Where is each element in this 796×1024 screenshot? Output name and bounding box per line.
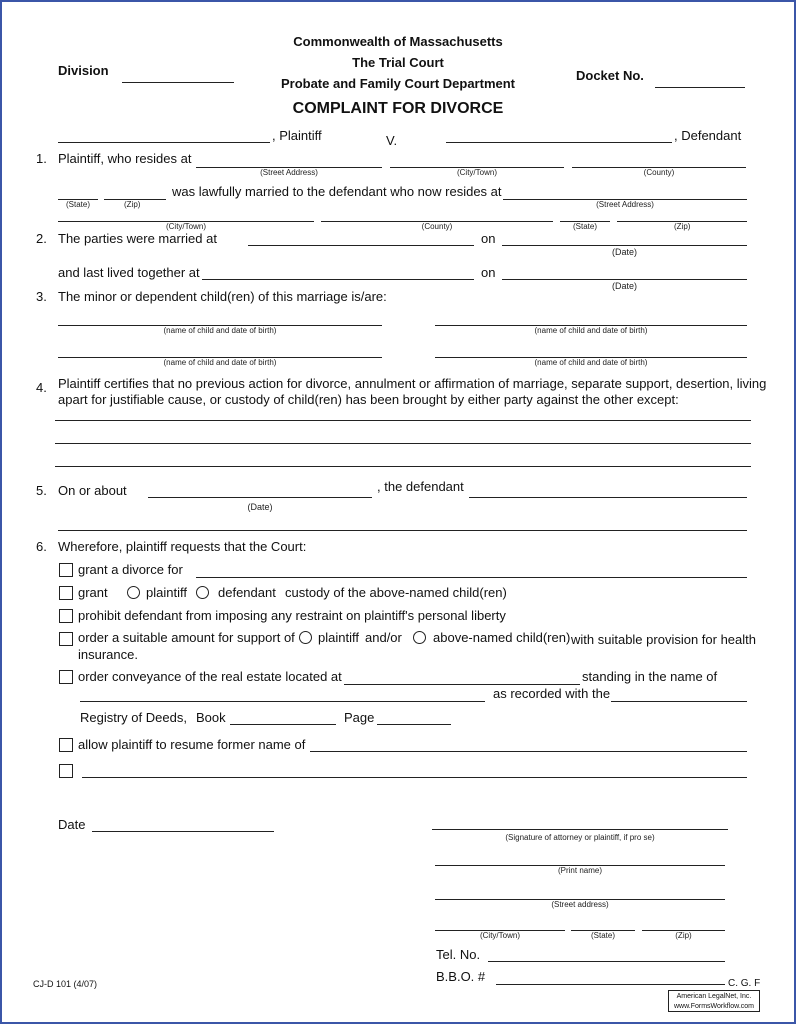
exception-line-3[interactable]: [55, 466, 751, 467]
divorce-checkbox[interactable]: [59, 563, 73, 577]
bbo-field[interactable]: [496, 984, 725, 985]
versus-label: V.: [386, 133, 398, 148]
item2-on-label: on: [481, 231, 496, 246]
registry-label: Registry of Deeds,: [80, 710, 187, 725]
item2-number: 2.: [36, 231, 47, 246]
grant-divorce-label: grant a divorce for: [78, 562, 183, 577]
page-field[interactable]: [377, 724, 451, 725]
item2-on-label-2: on: [481, 265, 496, 280]
custody-plaintiff-label: plaintiff: [146, 585, 187, 600]
caption-city-town-3: (City/Town): [479, 931, 520, 940]
header-commonwealth: Commonwealth of Massachusetts: [293, 34, 503, 49]
cgf-label: C. G. F: [728, 978, 761, 989]
insurance-label: insurance.: [78, 647, 138, 662]
item2-text: The parties were married at: [58, 231, 217, 246]
caption-child-2: (name of child and date of birth): [534, 326, 648, 335]
last-lived-place-field[interactable]: [202, 279, 474, 280]
item4-line2: apart for justifiable cause, or custody of child(ren) has been brought by either party against the other except:: [58, 392, 679, 407]
custody-defendant-label: defendant: [218, 585, 276, 600]
conveyance-label: order conveyance of the real estate located at: [78, 669, 342, 684]
custody-checkbox[interactable]: [59, 586, 73, 600]
tel-label: Tel. No.: [436, 947, 481, 962]
last-lived-date-field[interactable]: [502, 279, 747, 280]
brand-box: [668, 990, 760, 1012]
support-children-label: above-named child(ren): [433, 630, 571, 645]
item2-lived-text: and last lived together at: [58, 265, 200, 280]
division-label: Division: [58, 63, 109, 78]
defendant-action-field-1[interactable]: [469, 497, 747, 498]
form-title: COMPLAINT FOR DIVORCE: [292, 100, 504, 117]
recorded-label: as recorded with the: [493, 686, 611, 701]
plaintiff-label: , Plaintiff: [272, 128, 322, 143]
conveyance-checkbox[interactable]: [59, 670, 73, 684]
caption-city-town-2: (City/Town): [165, 222, 206, 231]
owner-name-field[interactable]: [80, 701, 485, 702]
caption-date-2: (Date): [611, 281, 637, 291]
caption-state-3: (State): [590, 931, 615, 940]
support-children-radio[interactable]: [413, 631, 426, 644]
support-checkbox[interactable]: [59, 632, 73, 646]
item5-number: 5.: [36, 483, 47, 498]
brand-line-2: www.FormsWorkflow.com: [674, 1003, 754, 1010]
brand-line-1: American LegalNet, Inc.: [676, 993, 752, 1000]
caption-street-address-3: (Street address): [551, 900, 609, 909]
item5-text: On or about: [58, 483, 127, 498]
docket-field[interactable]: [655, 87, 745, 88]
item1-text: Plaintiff, who resides at: [58, 151, 192, 166]
tel-field[interactable]: [488, 961, 725, 962]
custody-plaintiff-radio[interactable]: [127, 586, 140, 599]
caption-signature: (Signature of attorney or plaintiff, if pro se): [505, 833, 655, 842]
signature-field[interactable]: [432, 829, 728, 830]
caption-print-name: (Print name): [557, 866, 602, 875]
item1-married-text: was lawfully married to the defendant who now resides at: [172, 184, 502, 199]
caption-date-3: (Date): [247, 502, 273, 512]
caption-county: (County): [643, 168, 675, 177]
division-field[interactable]: [122, 82, 234, 83]
registry-name-field[interactable]: [611, 701, 747, 702]
caption-child-4: (name of child and date of birth): [534, 358, 648, 367]
plaintiff-name-field[interactable]: [58, 142, 270, 143]
custody-defendant-radio[interactable]: [196, 586, 209, 599]
caption-child-1: (name of child and date of birth): [163, 326, 277, 335]
divorce-grounds-field[interactable]: [196, 577, 747, 578]
former-name-field[interactable]: [310, 751, 747, 752]
item3-number: 3.: [36, 289, 47, 304]
defendant-name-field[interactable]: [446, 142, 672, 143]
form-id: CJ-D 101 (4/07): [33, 979, 98, 989]
item4-line1: Plaintiff certifies that no previous action for divorce, annulment or affirmation of marriage, separate support, desertion, living: [58, 376, 767, 391]
caption-street-address: (Street Address): [260, 168, 318, 177]
other-request-field[interactable]: [82, 777, 747, 778]
health-provision-label: with suitable provision for health: [571, 632, 756, 647]
real-estate-location-field[interactable]: [344, 684, 580, 685]
caption-zip-2: (Zip): [674, 222, 691, 231]
support-label: order a suitable amount for support of: [78, 630, 295, 645]
prohibit-checkbox[interactable]: [59, 609, 73, 623]
page-label: Page: [344, 710, 375, 725]
caption-child-3: (name of child and date of birth): [163, 358, 277, 367]
item6-number: 6.: [36, 539, 47, 554]
on-or-about-date-field[interactable]: [148, 497, 372, 498]
grant-label: grant: [78, 585, 108, 600]
item6-text: Wherefore, plaintiff requests that the Court:: [58, 539, 307, 554]
item1-number: 1.: [36, 151, 47, 166]
marriage-place-field[interactable]: [248, 245, 474, 246]
support-plaintiff-radio[interactable]: [299, 631, 312, 644]
caption-zip-3: (Zip): [675, 931, 692, 940]
prohibit-label: prohibit defendant from imposing any restraint on plaintiff's personal liberty: [78, 608, 506, 623]
header-trial-court: The Trial Court: [352, 55, 444, 70]
caption-street-address-2: (Street Address): [596, 200, 654, 209]
book-field[interactable]: [230, 724, 336, 725]
exception-line-1[interactable]: [55, 420, 751, 421]
item4-number: 4.: [36, 380, 47, 395]
caption-state: (State): [65, 200, 90, 209]
marriage-date-field[interactable]: [502, 245, 747, 246]
date-label: Date: [58, 817, 86, 832]
caption-zip: (Zip): [124, 200, 141, 209]
other-checkbox[interactable]: [59, 764, 73, 778]
andor-label: and/or: [365, 630, 402, 645]
bbo-label: B.B.O. #: [436, 969, 486, 984]
item3-text: The minor or dependent child(ren) of this marriage is/are:: [58, 289, 387, 304]
caption-state-2: (State): [572, 222, 597, 231]
caption-city-town: (City/Town): [456, 168, 497, 177]
caption-date: (Date): [611, 247, 637, 257]
custody-text: custody of the above-named child(ren): [285, 585, 507, 600]
standing-label: standing in the name of: [582, 669, 718, 684]
former-name-checkbox[interactable]: [59, 738, 73, 752]
header-department: Probate and Family Court Department: [280, 76, 516, 91]
exception-line-2[interactable]: [55, 443, 751, 444]
book-label: Book: [196, 710, 226, 725]
item5-defendant-text: , the defendant: [377, 479, 464, 494]
former-name-label: allow plaintiff to resume former name of: [78, 737, 306, 752]
caption-county-2: (County): [421, 222, 453, 231]
signature-date-field[interactable]: [92, 831, 274, 832]
support-plaintiff-label: plaintiff: [318, 630, 359, 645]
defendant-label: , Defendant: [674, 128, 742, 143]
docket-label: Docket No.: [576, 68, 644, 83]
defendant-action-field-2[interactable]: [58, 530, 747, 531]
